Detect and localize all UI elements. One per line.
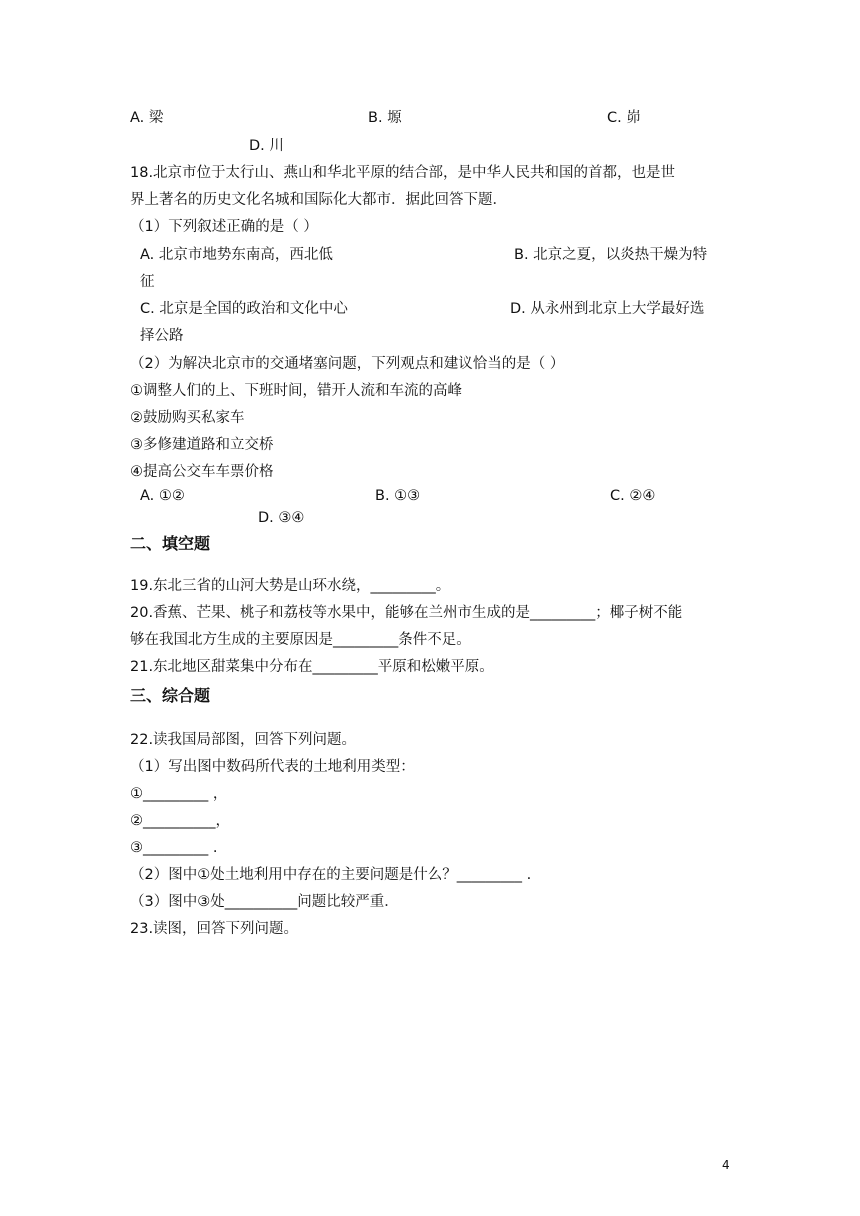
q18-sub1-option-d-cont: 择公路	[140, 328, 184, 344]
q18-sub1-option-c: C. 北京是全国的政治和文化中心	[140, 301, 348, 317]
q18-sub2-option-a: A. ①②	[140, 488, 185, 504]
section3-heading: 三、综合题	[130, 686, 211, 705]
q18-statement-4: ④提高公交车车票价格	[130, 464, 274, 480]
q17-option-c: C. 峁	[607, 110, 641, 126]
q22-blank-2: ②__________，	[130, 813, 230, 829]
q18-stem-line1: 18.北京市位于太行山、燕山和华北平原的结合部，是中华人民共和国的首都，也是世	[130, 165, 676, 181]
q22-blank-1: ①_________ ，	[130, 786, 228, 802]
q18-statement-1: ①调整人们的上、下班时间，错开人流和车流的高峰	[130, 383, 462, 399]
q19: 19.东北三省的山河大势是山环水绕，_________。	[130, 578, 451, 594]
q17-option-a: A. 梁	[130, 110, 164, 126]
q18-sub1-option-a: A. 北京市地势东南高，西北低	[140, 247, 333, 263]
q18-sub1-option-b: B. 北京之夏，以炎热干燥为特	[514, 247, 708, 263]
q22: 22.读我国局部图，回答下列问题。	[130, 732, 357, 748]
q18-statement-3: ③多修建道路和立交桥	[130, 437, 274, 453]
q18-statement-2: ②鼓励购买私家车	[130, 410, 245, 426]
q18-stem-line2: 界上著名的历史文化名城和国际化大都市．据此回答下题．	[130, 192, 507, 208]
q20-line2: 够在我国北方生成的主要原因是_________条件不足。	[130, 632, 471, 648]
q20-line1: 20.香蕉、芒果、桃子和荔枝等水果中，能够在兰州市生成的是_________；椰子树不能	[130, 605, 683, 621]
q22-sub2: （2）图中①处土地利用中存在的主要问题是什么？_________ .	[130, 867, 532, 883]
q18-sub1-option-b-cont: 征	[140, 274, 155, 290]
q18-sub2-option-c: C. ②④	[610, 488, 656, 504]
q17-option-b: B. 塬	[368, 110, 402, 126]
section2-heading: 二、填空题	[130, 534, 211, 553]
q18-sub1: （1）下列叙述正确的是（ ）	[130, 219, 318, 235]
q21: 21.东北地区甜菜集中分布在_________平原和松嫩平原。	[130, 659, 494, 675]
q22-sub1: （1）写出图中数码所代表的土地利用类型：	[130, 759, 415, 775]
q23: 23.读图，回答下列问题。	[130, 921, 299, 937]
q18-sub1-option-d: D. 从永州到北京上大学最好选	[510, 301, 705, 317]
q18-sub2-option-b: B. ①③	[375, 488, 421, 504]
q22-sub3: （3）图中③处__________问题比较严重．	[130, 894, 399, 910]
q22-blank-3: ③_________ .	[130, 840, 218, 856]
page-number: 4	[722, 1158, 730, 1172]
q18-sub2-option-d: D. ③④	[258, 510, 305, 526]
q17-option-d: D. 川	[249, 138, 284, 154]
q18-sub2: （2）为解决北京市的交通堵塞问题，下列观点和建议恰当的是（ ）	[130, 356, 565, 372]
